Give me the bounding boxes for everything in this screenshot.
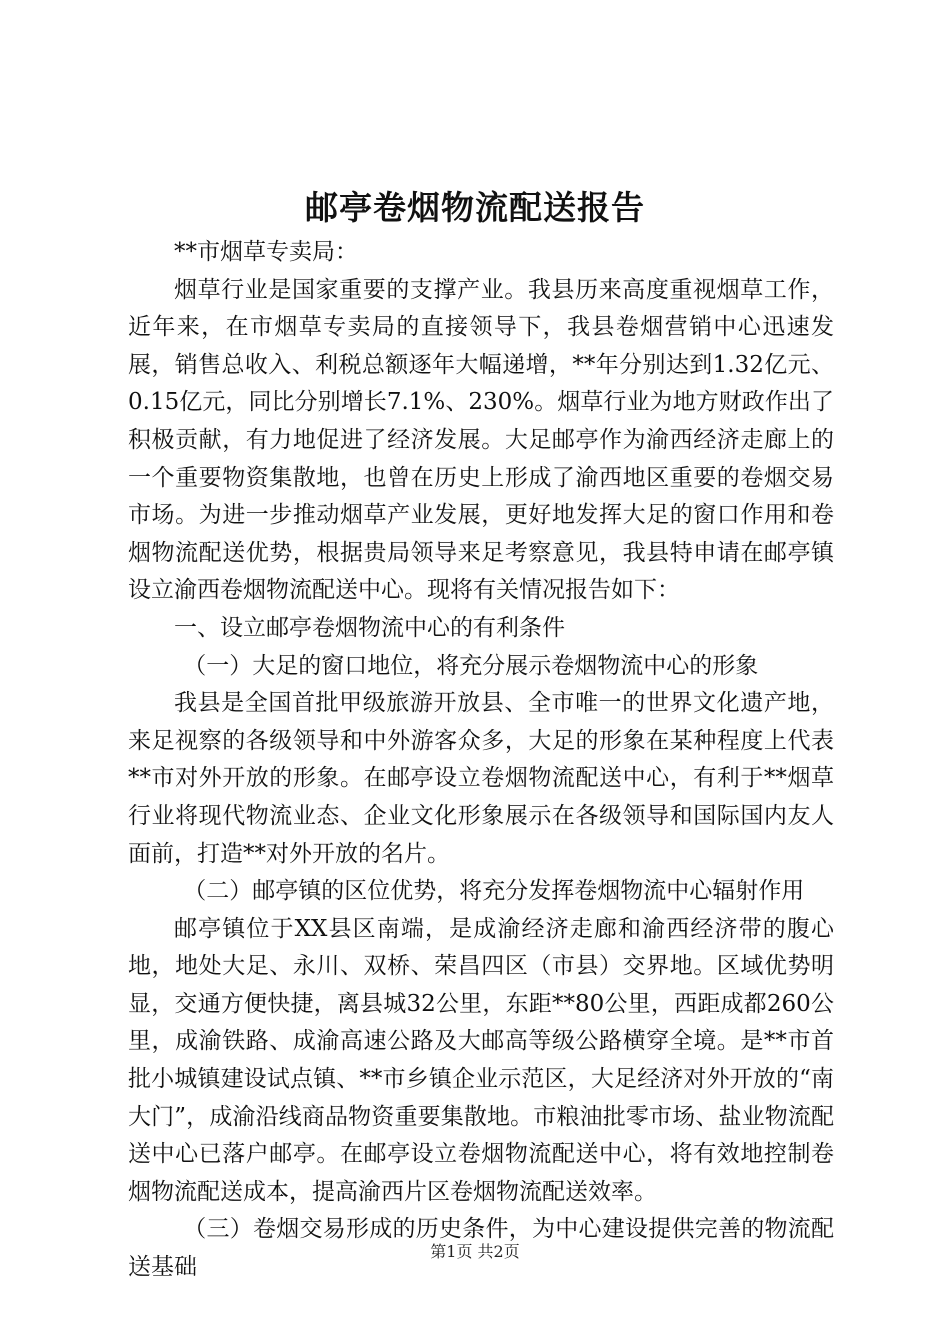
document-title: 邮亭卷烟物流配送报告 xyxy=(305,188,645,227)
subsection-heading-2: （二）邮亭镇的区位优势，将充分发挥卷烟物流中心辐射作用 xyxy=(183,878,805,905)
subsection-heading-3: （三）卷烟交易形成的历史条件，为中心建设提供完善的物流配送基础 xyxy=(128,1216,834,1281)
paragraph-intro: 烟草行业是国家重要的支撑产业。我县历来高度重视烟草工作，近年来，在市烟草专卖局的直接领导下，我县卷烟营销中心迅速发展，销售总收入、利税总额逐年大幅递增，**年分别达到1.32亿元、0.15亿元，同比分别增长7.1%、230%。烟草行业为地方财政作出了积极贡献，有力地促进了经济发展。大足邮亭作为渝西经济走廊上的一个重要物资集散地，也曾在历史上形成了渝西地区重要的卷烟交易市场。为进一步推动烟草产业发展，更好地发挥大足的窗口作用和卷烟物流配送优势，根据贵局领导来足考察意见，我县特申请在邮亭镇设立渝西卷烟物流配送中心。现将有关情况报告如下： xyxy=(128,276,834,604)
paragraph-location-advantage: 邮亭镇位于XX县区南端，是成渝经济走廊和渝西经济带的腹心地，地处大足、永川、双桥、荣昌四区（市县）交界地。区域优势明显，交通方便快捷，离县城32公里，东距**80公里，西距成都260公里，成渝铁路、成渝高速公路及大邮高等级公路横穿全境。是**市首批小城镇建设试点镇、**市乡镇企业示范区，大足经济对外开放的“南大门”，成渝沿线商品物资重要集散地。市粮油批零市场、盐业物流配送中心已落户邮亭。在邮亭设立卷烟物流配送中心，将有效地控制卷烟物流配送成本，提高渝西片区卷烟物流配送效率。 xyxy=(128,915,834,1205)
paragraph-window-position: 我县是全国首批甲级旅游开放县、全市唯一的世界文化遗产地，来足视察的各级领导和中外游客众多，大足的形象在某种程度上代表**市对外开放的形象。在邮亭设立卷烟物流配送中心，有利于**烟草行业将现代物流业态、企业文化形象展示在各级领导和国际国内友人面前，打造**对外开放的名片。 xyxy=(128,690,834,867)
document-body xyxy=(128,234,834,1287)
section-heading-1: 一、设立邮亭卷烟物流中心的有利条件 xyxy=(174,614,565,641)
page-footer: 第1页 共2页 xyxy=(430,1242,520,1261)
subsection-heading-1: （一）大足的窗口地位，将充分展示卷烟物流中心的形象 xyxy=(183,652,759,679)
salutation: **市烟草专卖局： xyxy=(174,239,358,265)
